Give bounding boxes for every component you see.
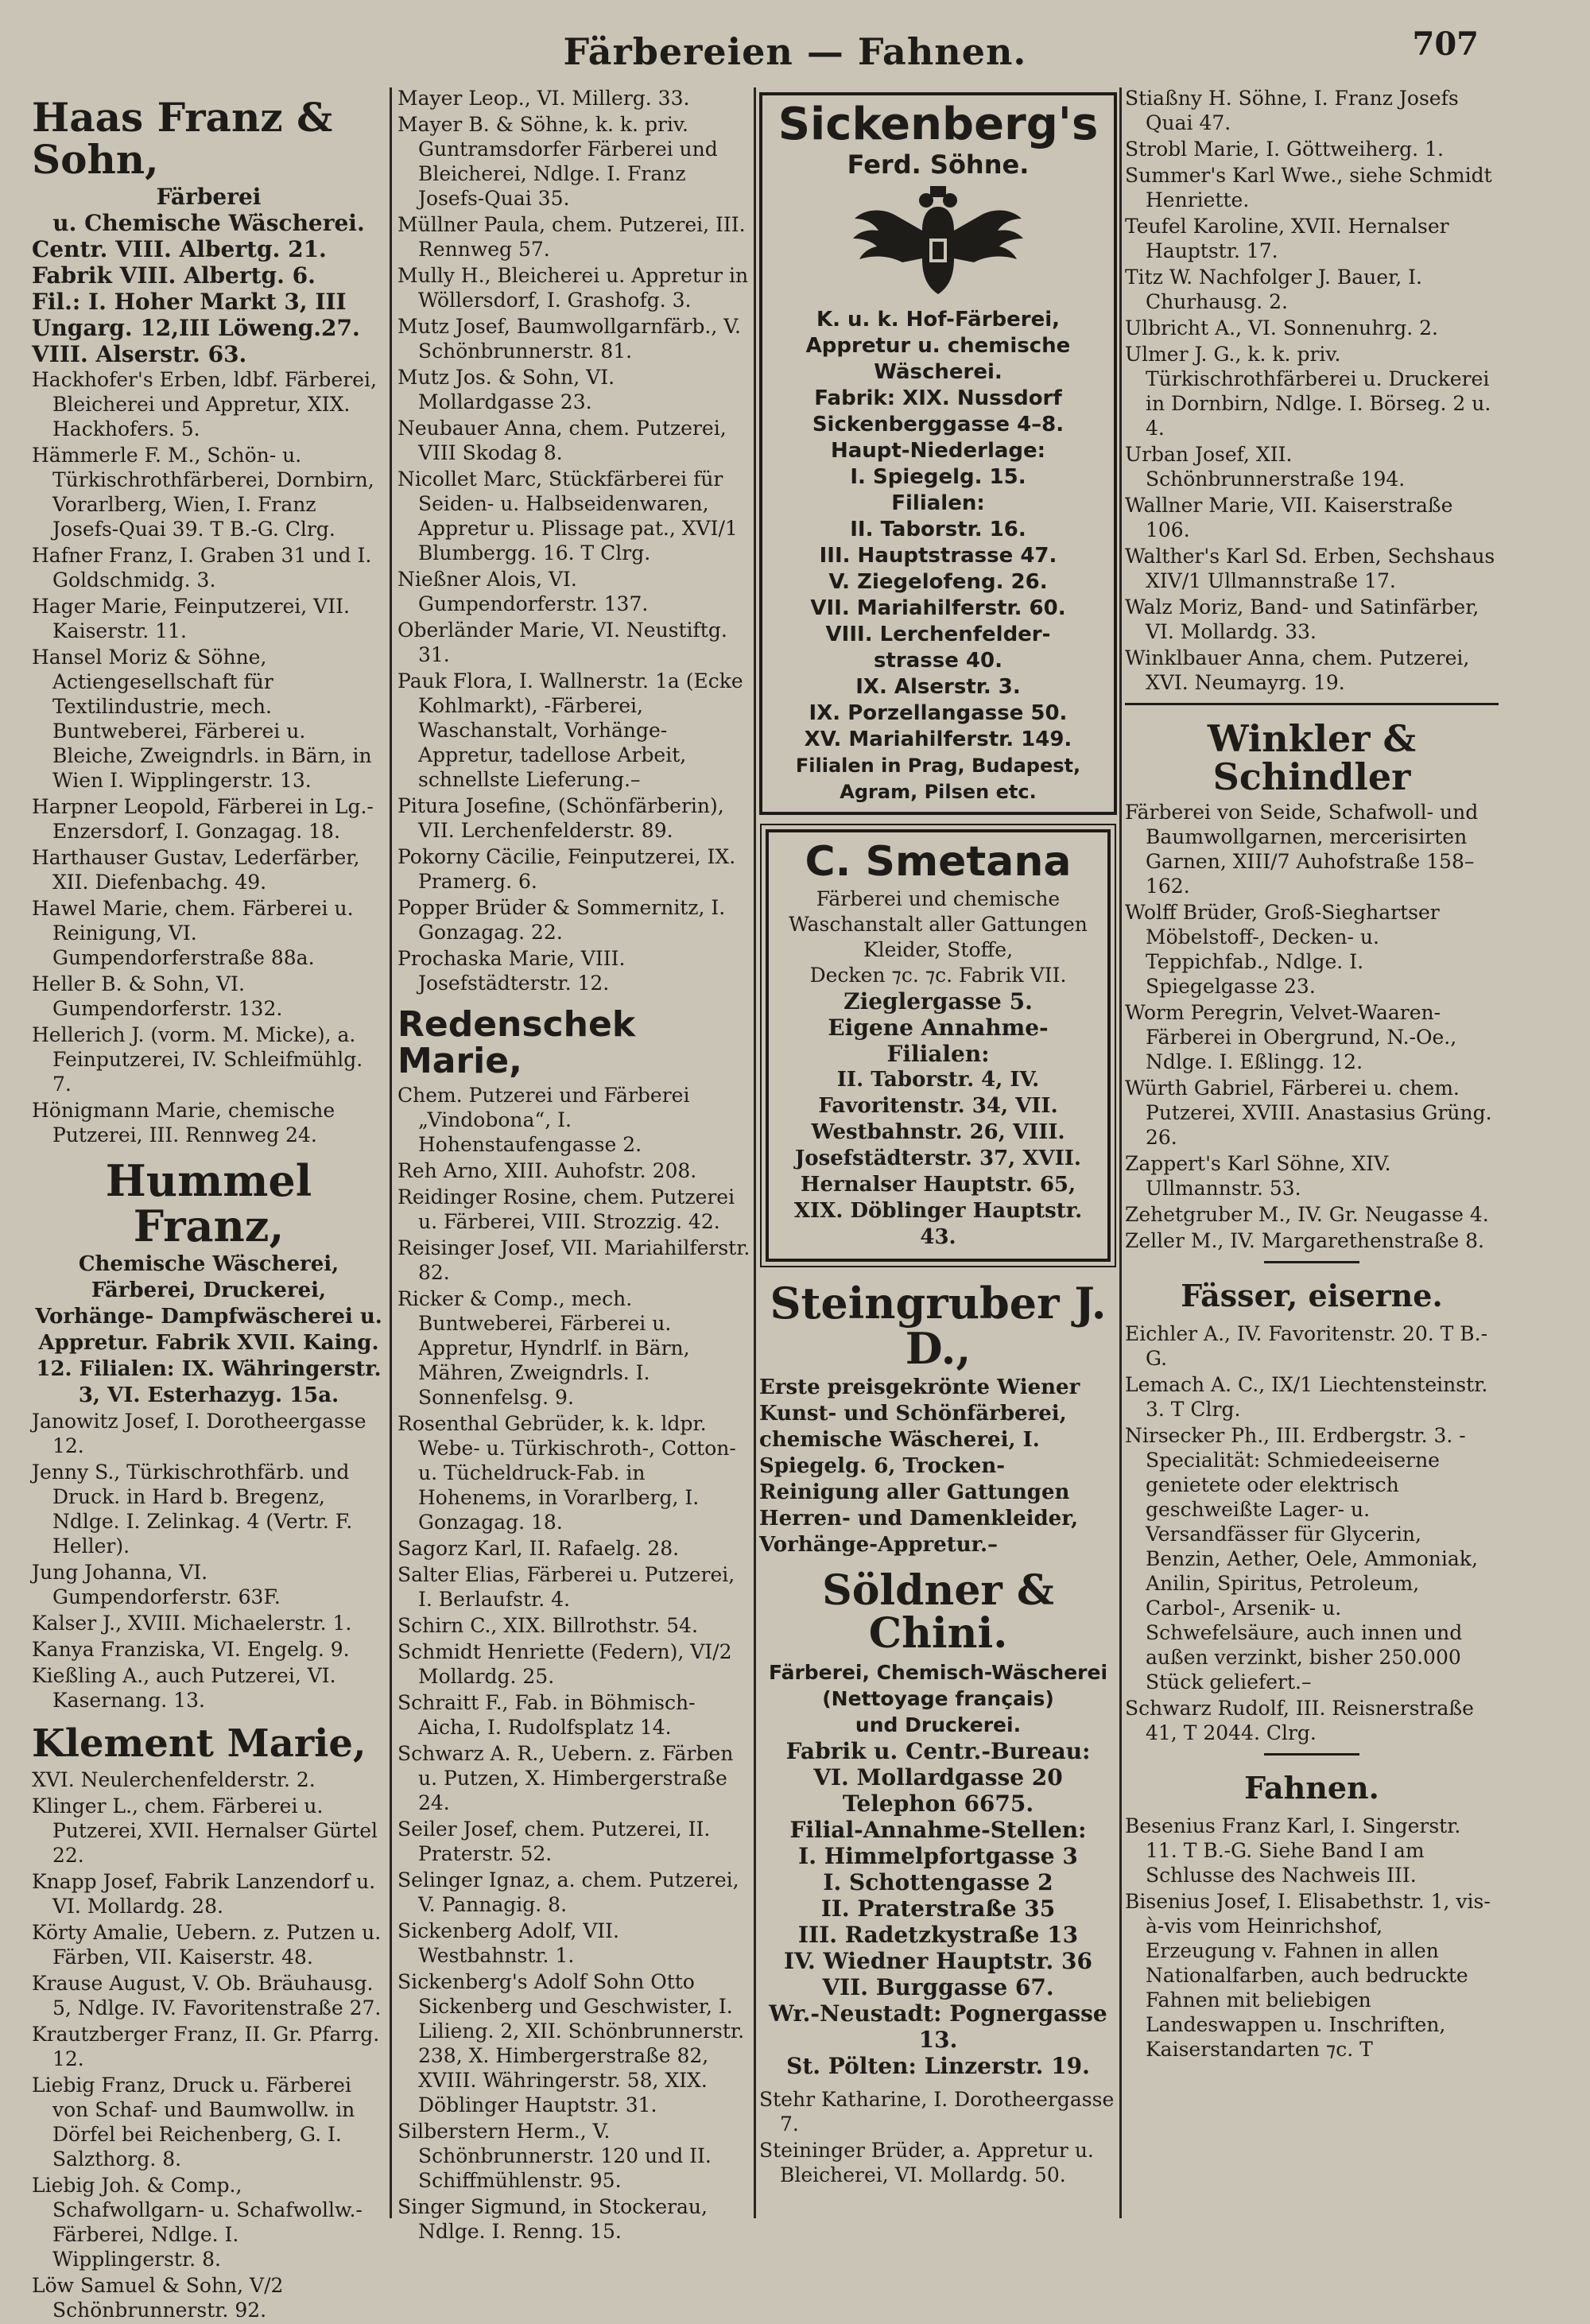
- directory-entry: Würth Gabriel, Färberei u. chem. Putzerei, XVIII. Anastasius Grüng. 26.: [1125, 1076, 1492, 1149]
- ad-line: I. Schottengasse 2: [823, 1868, 1053, 1895]
- directory-entry: Pokorny Cäcilie, Feinputzerei, IX. Pramerg. 6.: [398, 845, 736, 893]
- ad-line: Fabrik: XIX. Nussdorf: [814, 386, 1062, 410]
- ad-sickenberg: [759, 92, 1117, 815]
- ad-hummel: [32, 1155, 386, 1409]
- double-eagle-emblem: [847, 183, 1030, 302]
- column-4: [1125, 86, 1499, 2063]
- directory-entry: Wolff Brüder, Groß-Sieghartser Möbelstoff-, Decken- u. Teppichfab., Ndlge. I. Spiegelgasse 23.: [1125, 900, 1440, 998]
- ad-line: K. u. k. Hof-Färberei,: [816, 307, 1061, 332]
- directory-entry: Schraitt F., Fab. in Böhmisch-Aicha, I. Rudolfsplatz 14.: [398, 1691, 696, 1740]
- ad-line: Waschanstalt aller Gattungen Kleider, Stoffe,: [789, 913, 1088, 962]
- ad-line: III. Hauptstrasse 47.: [819, 543, 1057, 568]
- directory-entry: Hafner Franz, I. Graben 31 und I. Goldschmidg. 3.: [32, 544, 372, 592]
- directory-entry: Strobl Marie, I. Göttweiherg. 1.: [1125, 138, 1444, 161]
- ad-line: III. Radetzkystraße 13: [797, 1921, 1079, 1948]
- directory-entry: Schwarz Rudolf, III. Reisnerstraße 41, T 2044. Clrg.: [1125, 1696, 1474, 1744]
- ad-line: Eigene Annahme-: [828, 1015, 1049, 1042]
- ad-line: Telephon 6675.: [842, 1790, 1034, 1817]
- ad-line: Sickenberggasse 4–8.: [812, 412, 1065, 436]
- column-divider: [754, 87, 756, 2218]
- directory-entry: Mutz Jos. & Sohn, VI. Mollardgasse 23.: [398, 366, 615, 413]
- section-title: Fahnen.: [1244, 1769, 1379, 1806]
- ad-steingruber: [759, 1278, 1117, 1558]
- ad-line: Filial-Annahme-Stellen:: [789, 1816, 1087, 1843]
- ad-line: Chem. Putzerei und Färberei „Vindobona“, I. Hohenstaufengasse 2.: [398, 1084, 690, 1157]
- ad-line: Decken ⁊c. ⁊c. Fabrik VII.: [809, 964, 1067, 987]
- ad-line: (Nettoyage français): [822, 1686, 1054, 1710]
- ad-line: Färberei, Chemisch-Wäscherei: [768, 1660, 1108, 1684]
- directory-entry: Sickenberg Adolf, VII. Westbahnstr. 1.: [398, 1919, 619, 1968]
- ad-line: I. Spiegelg. 15.: [850, 464, 1026, 489]
- entry-list: [32, 1794, 386, 2322]
- ad-line: Filialen:: [891, 491, 985, 515]
- ad-line: V. Ziegelofeng. 26.: [828, 569, 1048, 594]
- directory-entry: Krause August, V. Ob. Bräuhausg. 5, Ndlge. IV. Favoritenstraße 27.: [32, 1971, 382, 2019]
- ad-winkler: [1125, 703, 1499, 898]
- directory-entry: Knapp Josef, Fabrik Lanzendorf u. VI. Mollardg. 28.: [32, 1869, 376, 1918]
- directory-entry: Mayer B. & Söhne, k. k. priv. Guntramsdorfer Färberei und Bleicherei, Ndlge. I. Franz Josefs-Quai 35.: [398, 113, 718, 210]
- directory-entry: Liebig Joh. & Comp., Schafwollgarn- u. Schafwollw.-Färberei, Ndlge. I. Wipplingerstr. 8.: [32, 2173, 363, 2271]
- directory-entry: Ricker & Comp., mech. Buntweberei, Färberei u. Appretur, Hyndrlf. in Bärn, Mähren, Zweigndrls. I. Sonnenfelsg. 9.: [398, 1287, 690, 1410]
- advertiser-name: Redenschek Marie,: [398, 1004, 636, 1082]
- column-divider: [390, 87, 392, 2218]
- directory-entry: Hellerich J. (vorm. M. Micke), a. Feinputzerei, IV. Schleifmühlg. 7.: [32, 1023, 363, 1096]
- directory-entry: Hönigmann Marie, chemische Putzerei, III. Rennweg 24.: [32, 1099, 335, 1146]
- directory-entry: Mully H., Bleicherei u. Appretur in Wöllersdorf, I. Grashofg. 3.: [398, 264, 749, 312]
- ad-line: I. Himmelpfortgasse 3: [798, 1842, 1078, 1869]
- directory-entry: Reh Arno, XIII. Auhofstr. 208.: [398, 1159, 697, 1183]
- directory-entry: Reidinger Rosine, chem. Putzerei u. Färberei, VIII. Strozzig. 42.: [398, 1185, 735, 1234]
- ad-line: II. Praterstraße 35: [820, 1895, 1056, 1922]
- ad-line: Zieglergasse 5.: [843, 988, 1033, 1015]
- directory-entry: Reisinger Josef, VII. Mariahilferstr. 82.: [398, 1236, 750, 1285]
- directory-entry: Janowitz Josef, I. Dorotheergasse 12.: [32, 1410, 366, 1458]
- column-2: [398, 86, 751, 2245]
- directory-entry: Zeller M., IV. Margarethenstraße 8.: [1125, 1228, 1484, 1252]
- directory-entry: Ulbricht A., VI. Sonnenuhrg. 2.: [1125, 316, 1439, 339]
- directory-entry: Müllner Paula, chem. Putzerei, III. Rennweg 57.: [398, 213, 746, 261]
- directory-entry: Nirsecker Ph., III. Erdbergstr. 3. -Specialität: Schmiedeeiserne genietete oder elektrisch geschweißte Lager- u. Versandfässer für Glycerin, Benzin, Aether, Oele, Ammoniak, Anilin, Spiritus, Petroleum, Carbol-, Arsenik- u. Schwefelsäure, auch innen und außen verzinkt, bisher 250.000 Stück geliefert.–: [1125, 1423, 1478, 1694]
- ad-line: Färberei und chemische: [816, 887, 1061, 911]
- directory-entry: Körty Amalie, Uebern. z. Putzen u. Färben, VII. Kaiserstr. 48.: [32, 1920, 382, 1969]
- page-title: Färbereien — Fahnen.: [563, 30, 1027, 73]
- ad-line: Filialen in Prag, Budapest, Agram, Pilsen etc.: [795, 754, 1081, 803]
- directory-entry: Kießling A., auch Putzerei, VI. Kasernang. 13.: [32, 1664, 336, 1713]
- directory-entry: Harthauser Gustav, Lederfärber, XII. Diefenbachg. 49.: [32, 846, 360, 894]
- directory-entry: Hager Marie, Feinputzerei, VII. Kaiserstr. 11.: [32, 595, 350, 642]
- ad-line: Fabrik u. Centr.-Bureau:: [785, 1737, 1091, 1764]
- entry-list: [1125, 1321, 1499, 1745]
- ad-line: II. Taborstr. 4, IV. Favoritenstr. 34, VII. Westbahnstr. 26, VIII. Josefstädterstr. 37, XVII. Hernalser Hauptstr. 65, XIX. Döblinger Hauptstr. 43.: [793, 1068, 1083, 1250]
- advertiser-name: C. Smetana: [805, 837, 1072, 886]
- advertiser-name: Hummel Franz,: [105, 1155, 312, 1251]
- ad-line: Appretur u. chemische: [805, 333, 1071, 358]
- directory-entry: Selinger Ignaz, a. chem. Putzerei, V. Pannagig. 8.: [398, 1868, 739, 1917]
- ad-line: Centr. VIII. Albertg. 21.: [32, 236, 327, 262]
- directory-entry: Kalser J., XVIII. Michaelerstr. 1.: [32, 1612, 352, 1635]
- directory-entry: Krautzberger Franz, II. Gr. Pfarrg. 12.: [32, 2022, 380, 2070]
- column-divider: [1119, 87, 1122, 2218]
- ad-line: Färberei von Seide, Schafwoll- und Baumwollgarnen, mercerisirten Garnen, XIII/7 Auhofstraße 158–162.: [1125, 800, 1479, 898]
- directory-entry: Hackhofer's Erben, ldbf. Färberei, Bleicherei und Appretur, XIX. Hackhofers. 5.: [32, 368, 377, 440]
- ad-line: IX. Porzellangasse 50.: [809, 700, 1068, 725]
- directory-entry: Popper Brüder & Sommernitz, I. Gonzagag. 22.: [398, 896, 726, 944]
- directory-entry: Singer Sigmund, in Stockerau, Ndlge. I. Renng. 15.: [398, 2195, 708, 2244]
- entry-list: [759, 2087, 1117, 2187]
- directory-entry: Sickenberg's Adolf Sohn Otto Sickenberg und Geschwister, I. Lilieng. 2, XII. Schönbrunnerstr. 238, X. Himbergerstraße 82, XVIII. Währingerstr. 58, XIX. Döblinger Hauptstr. 31.: [398, 1970, 745, 2117]
- ad-line: VII. Mariahilferstr. 60.: [810, 596, 1066, 620]
- directory-entry: Silberstern Herm., V. Schönbrunnerstr. 120 und II. Schiffmühlenstr. 95.: [398, 2120, 712, 2193]
- ad-line: Fil.: I. Hoher Markt 3, III Ungarg. 12,III Löweng.27.: [32, 289, 360, 341]
- directory-entry: Salter Elias, Färberei u. Putzerei, I. Berlaufstr. 4.: [398, 1563, 735, 1612]
- directory-entry: Teufel Karoline, XVII. Hernalser Hauptstr. 17.: [1125, 215, 1449, 262]
- directory-entry: Besenius Franz Karl, I. Singerstr. 11. T B.-G. Siehe Band I am Schlusse des Nachweis III.: [1125, 1814, 1461, 1887]
- directory-entry: Löw Samuel & Sohn, V/2 Schönbrunnerstr. 92.: [32, 2273, 284, 2322]
- ad-line: Ferd. Söhne.: [847, 149, 1030, 180]
- directory-entry: Lemach A. C., IX/1 Liechtensteinstr. 3. T Clrg.: [1125, 1372, 1488, 1421]
- ad-line: strasse 40.: [874, 648, 1002, 673]
- directory-entry: Schmidt Henriette (Federn), VI/2 Mollardg. 25.: [398, 1640, 732, 1689]
- ad-line: XV. Mariahilferstr. 149.: [804, 727, 1072, 751]
- directory-entry: Walther's Karl Sd. Erben, Sechshaus XIV/1 Ullmannstraße 17.: [1125, 545, 1495, 592]
- entry-list: [32, 367, 386, 1147]
- directory-entry: Stehr Katharine, I. Dorotheergasse 7.: [759, 2087, 1115, 2136]
- directory-entry: Mayer Leop., VI. Millerg. 33.: [398, 87, 690, 110]
- page-number: 707: [1412, 25, 1479, 63]
- advertiser-name: Steingruber J. D.,: [770, 1278, 1107, 1375]
- directory-entry: Jung Johanna, VI. Gumpendorferstr. 63F.: [32, 1561, 281, 1609]
- ad-line: Haupt-Niederlage:: [830, 438, 1046, 463]
- ad-haas: [32, 94, 386, 367]
- directory-entry: Ulmer J. G., k. k. priv. Türkischrothfärberei u. Druckerei in Dornbirn, Ndlge. I. Börseg. 2 u. 4.: [1125, 343, 1491, 440]
- entry-list: [32, 1409, 386, 1713]
- section-divider: [1264, 1261, 1359, 1263]
- directory-entry: Eichler A., IV. Favoritenstr. 20. T B.-G.: [1125, 1321, 1488, 1370]
- entry-list: [398, 1158, 751, 2244]
- ad-line: XVI. Neulerchenfelderstr. 2.: [32, 1767, 316, 1791]
- ad-klement: [32, 1721, 386, 1791]
- directory-entry: Oberländer Marie, VI. Neustiftg. 31.: [398, 619, 727, 666]
- directory-entry: Rosenthal Gebrüder, k. k. ldpr. Webe- u. Türkischroth-, Cotton- u. Tücheldruck-Fab. in Hohenems, in Vorarlberg, I. Gonzagag. 18.: [398, 1412, 736, 1534]
- directory-entry: Urban Josef, XII. Schönbrunnerstraße 194.: [1125, 443, 1406, 491]
- directory-entry: Hansel Moriz & Söhne, Actiengesellschaft für Textilindustrie, mech. Buntweberei, Färberei u. Bleiche, Zweigndrls. in Bärn, in Wien I. Wipplingerstr. 13.: [32, 646, 372, 792]
- directory-entry: Neubauer Anna, chem. Putzerei, VIII Skodag 8.: [398, 417, 727, 464]
- advertiser-name: Söldner & Chini.: [822, 1565, 1054, 1659]
- ad-line: II. Taborstr. 16.: [850, 517, 1026, 541]
- directory-entry: Pitura Josefine, (Schönfärberin), VII. Lerchenfelderstr. 89.: [398, 794, 724, 842]
- column-1: [32, 86, 386, 2324]
- column-3: [759, 86, 1117, 2189]
- directory-entry: Schirn C., XIX. Billrothstr. 54.: [398, 1614, 698, 1638]
- advertiser-name: Sickenberg's: [778, 99, 1099, 150]
- directory-entry: Kanya Franziska, VI. Engelg. 9.: [32, 1638, 350, 1662]
- directory-entry: Winklbauer Anna, chem. Putzerei, XVI. Neumayrg. 19.: [1125, 646, 1470, 694]
- page-header: [0, 17, 1590, 81]
- ad-line: IV. Wiedner Hauptstr. 36: [784, 1947, 1092, 1974]
- directory-entry: Zehetgruber M., IV. Gr. Neugasse 4.: [1125, 1202, 1489, 1226]
- entry-list: [1125, 86, 1499, 695]
- directory-entry: Sagorz Karl, II. Rafaelg. 28.: [398, 1537, 680, 1561]
- ad-line: Filialen:: [886, 1041, 990, 1068]
- directory-entry: Zappert's Karl Söhne, XIV. Ullmannstr. 53.: [1125, 1151, 1391, 1200]
- ad-soeldner: [759, 1565, 1117, 2079]
- directory-entry: Steininger Brüder, a. Appretur u. Bleicherei, VI. Mollardg. 50.: [759, 2138, 1094, 2186]
- ad-line: VIII. Alserstr. 63.: [32, 341, 247, 367]
- directory-entry: Walz Moriz, Band- und Satinfärber, VI. Mollardg. 33.: [1125, 596, 1479, 643]
- directory-entry: Prochaska Marie, VIII. Josefstädterstr. 12.: [398, 947, 626, 995]
- directory-entry: Pauk Flora, I. Wallnerstr. 1a (Ecke Kohlmarkt), -Färberei, Waschanstalt, Vorhänge-Appretur, tadellose Arbeit, schnellste Lieferung.–: [398, 669, 743, 791]
- directory-entry: Wallner Marie, VII. Kaiserstraße 106.: [1125, 494, 1453, 541]
- advertiser-name: Klement Marie,: [32, 1721, 366, 1767]
- advertiser-name: Haas Franz & Sohn,: [32, 94, 333, 183]
- directory-entry: Heller B. & Sohn, VI. Gumpendorferstr. 132.: [32, 972, 283, 1020]
- ad-redenschek: [398, 1004, 751, 1157]
- directory-entry: Stiaßny H. Söhne, I. Franz Josefs Quai 47.: [1125, 87, 1459, 134]
- directory-entry: Mutz Josef, Baumwollgarnfärb., V. Schönbrunnerstr. 81.: [398, 315, 741, 363]
- directory-entry: Klinger L., chem. Färberei u. Putzerei, XVII. Hernalser Gürtel 22.: [32, 1794, 378, 1867]
- directory-entry: Worm Peregrin, Velvet-Waaren-Färberei in Obergrund, N.-Oe., Ndlge. I. Eßlingg. 12.: [1125, 1000, 1457, 1073]
- ad-line: und Druckerei.: [855, 1713, 1022, 1736]
- directory-entry: Hämmerle F. M., Schön- u. Türkischrothfärberei, Dornbirn, Vorarlberg, Wien, I. Franz Josefs-Quai 39. T B.-G. Clrg.: [32, 444, 374, 541]
- entry-list: [1125, 1814, 1499, 2062]
- section-title: Fässer, eiserne.: [1181, 1277, 1443, 1313]
- ad-line: u. Chemische Wäscherei.: [52, 210, 365, 236]
- directory-entry: Bisenius Josef, I. Elisabethstr. 1, vis-à-vis vom Heinrichshof, Erzeugung v. Fahnen in allen Nationalfarben, auch bedruckte Fahnen mit beliebigen Landeswappen u. Inschriften, Kaiserstandarten ⁊c. T: [1125, 1889, 1491, 2061]
- ad-line: Wr.-Neustadt: Pognergasse 13.: [769, 2000, 1107, 2053]
- ad-line: Fabrik VIII. Albertg. 6.: [32, 262, 316, 289]
- entry-list: [1125, 900, 1499, 1253]
- ad-line: St. Pölten: Linzerstr. 19.: [786, 2052, 1090, 2079]
- ad-line: Wäscherei.: [874, 359, 1002, 384]
- directory-entry: Liebig Franz, Druck u. Färberei von Schaf- und Baumwollw. in Dörfel bei Reichenberg, G. I. Salzthorg. 8.: [32, 2073, 355, 2171]
- section-divider: [1264, 1753, 1359, 1756]
- directory-entry: Jenny S., Türkischrothfärb. und Druck. in Hard b. Bregenz, Ndlge. I. Zelinkag. 4 (Vertr. F. Heller).: [32, 1461, 353, 1558]
- directory-entry: Harpner Leopold, Färberei in Lg.-Enzersdorf, I. Gonzagag. 18.: [32, 795, 374, 843]
- directory-entry: Summer's Karl Wwe., siehe Schmidt Henriette.: [1125, 164, 1492, 211]
- ad-line: VII. Burggasse 67.: [822, 1973, 1054, 2000]
- directory-entry: Hawel Marie, chem. Färberei u. Reinigung, VI. Gumpendorferstraße 88a.: [32, 897, 354, 969]
- ad-line: Chemische Wäscherei, Färberei, Druckerei, Vorhänge- Dampfwäscherei u. Appretur. Fabrik XVII. Kaing. 12. Filialen: IX. Währingerstr. 3, VI. Esterhazyg. 15a.: [35, 1252, 382, 1408]
- directory-entry: Nießner Alois, VI. Gumpendorferstr. 137.: [398, 568, 649, 615]
- ad-smetana: [766, 829, 1111, 1263]
- ad-line: IX. Alserstr. 3.: [855, 674, 1021, 699]
- advertiser-name: Winkler & Schindler: [1207, 717, 1417, 799]
- ad-line: Erste preisgekrönte Wiener Kunst- und Schönfärberei, chemische Wäscherei, I. Spiegelg. 6, Trocken-Reinigung aller Gattungen Herren- und Damenkleider, Vorhänge-Appretur.–: [759, 1375, 1080, 1557]
- entry-list: [398, 86, 751, 995]
- ad-line: Färberei: [156, 184, 262, 210]
- ad-line: VI. Mollardgasse 20: [813, 1763, 1063, 1791]
- directory-entry: Schwarz A. R., Uebern. z. Färben u. Putzen, X. Himbergerstraße 24.: [398, 1742, 734, 1815]
- directory-entry: Seiler Josef, chem. Putzerei, II. Praterstr. 52.: [398, 1818, 711, 1866]
- directory-entry: Nicollet Marc, Stückfärberei für Seiden- u. Halbseidenwaren, Appretur u. Plissage pat., XVI/1 Blumbergg. 16. T Clrg.: [398, 468, 738, 565]
- ad-line: VIII. Lerchenfelder-: [825, 622, 1051, 646]
- directory-entry: Titz W. Nachfolger J. Bauer, I. Churhausg. 2.: [1125, 266, 1422, 313]
